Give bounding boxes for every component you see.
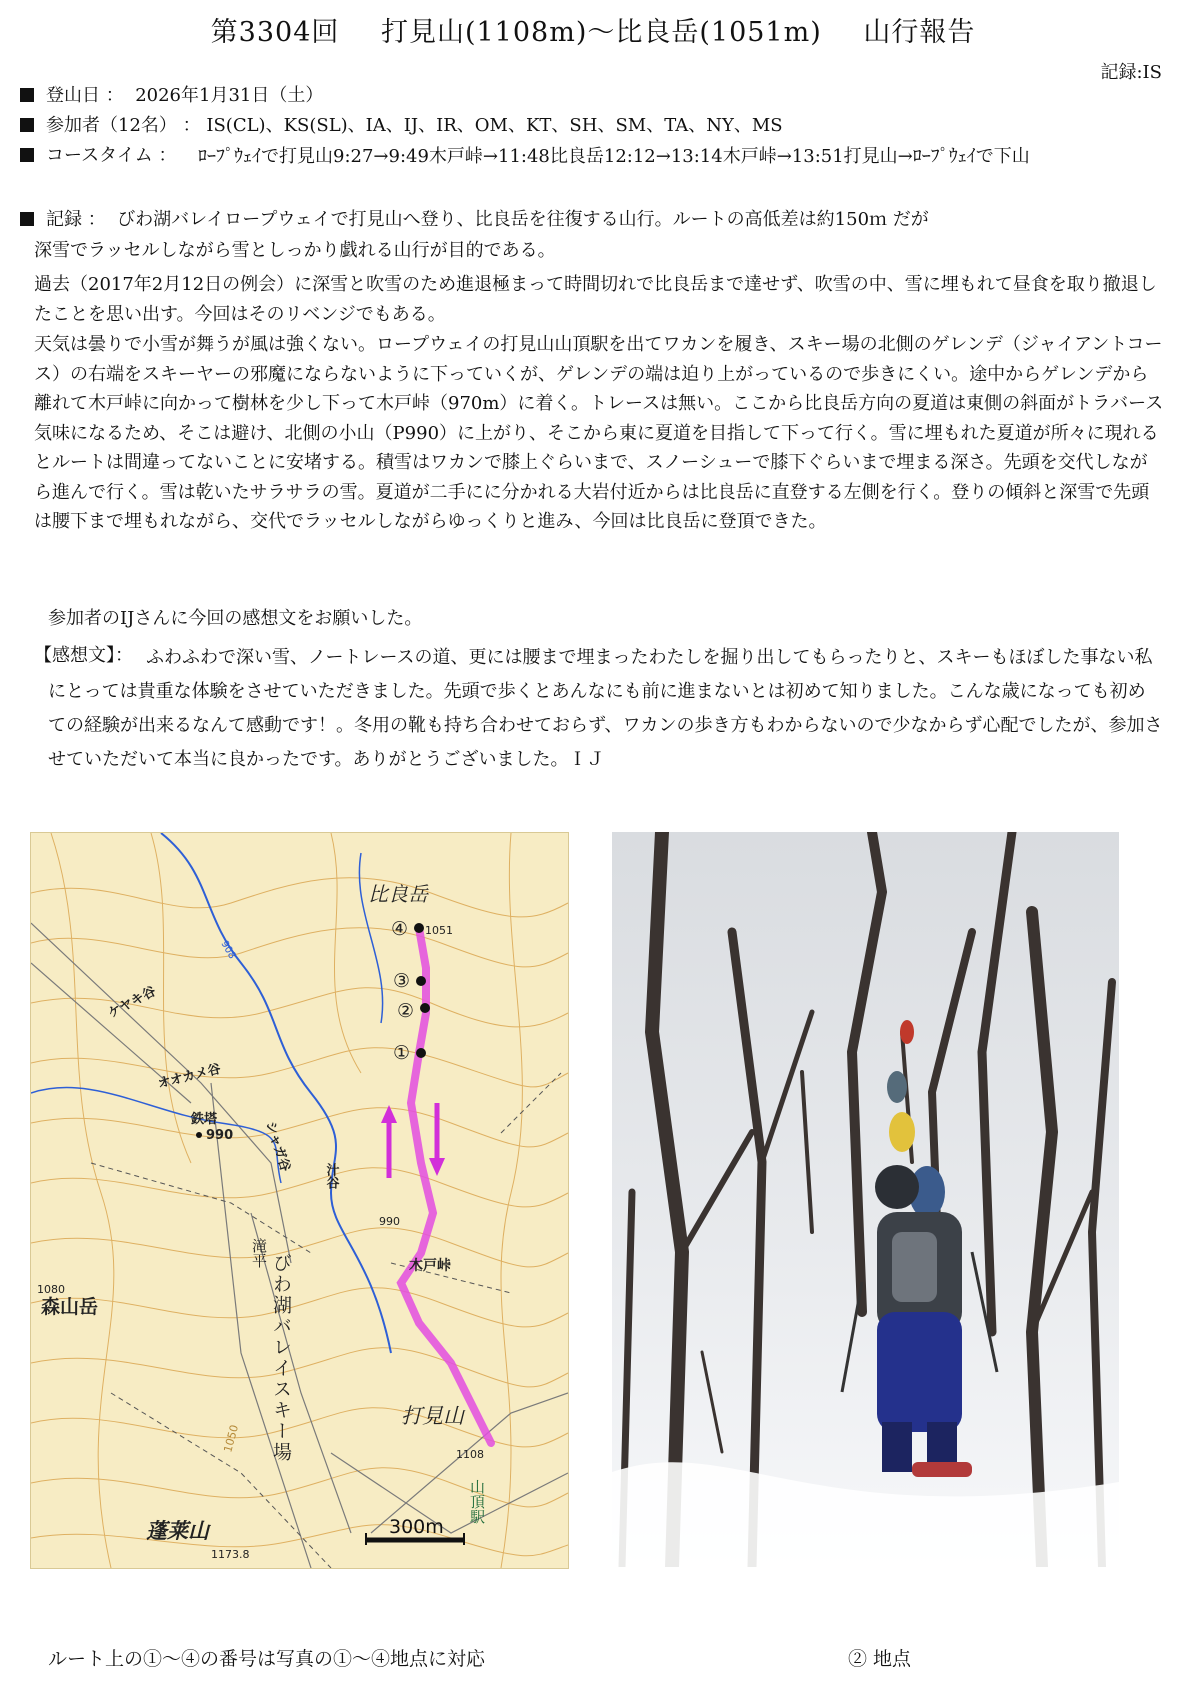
hiker-front-head: [875, 1165, 919, 1209]
far-hiker: [900, 1020, 914, 1044]
route-line: [401, 928, 491, 1443]
report-number: 第3304回: [210, 17, 340, 48]
takihira-label: 滝平: [250, 1238, 268, 1268]
elev-1051-label: 1051: [425, 924, 453, 937]
waypoint-1-dot: [416, 1048, 426, 1058]
report-route: 打見山(1108m)～比良岳(1051m): [380, 17, 822, 48]
hiker-3: [889, 1112, 915, 1152]
waypoint-4-dot: [414, 923, 424, 933]
date-value: 2026年1月31日（土）: [135, 85, 324, 106]
waypoint-1-label: ①: [393, 1042, 411, 1064]
record-paragraph-cont: 深雪でラッセルしながら雪としっかり戯れる山行が目的である。: [34, 240, 556, 261]
ookami-label: オオカメ谷: [156, 1061, 223, 1092]
map-caption: ルート上の①～④の番号は写真の①～④地点に対応: [48, 1648, 486, 1670]
snowshoe: [912, 1462, 972, 1477]
bullet-icon: [20, 88, 34, 102]
waypoint-3-dot: [416, 976, 426, 986]
report-type: 山行報告: [863, 17, 976, 48]
p990-label: 990: [206, 1128, 234, 1143]
shaga-label: シャガ谷: [262, 1119, 293, 1174]
record-row: [20, 206, 929, 234]
record-value: びわ湖バレイロープウェイで打見山へ登り、比良岳を往復する山行。ルートの高低差は約150ｍ だが: [117, 209, 929, 230]
recorder: 記録:IS: [1100, 62, 1162, 83]
horai-label: 蓬莱山: [146, 1519, 209, 1543]
elev-1108-label: 1108: [456, 1448, 484, 1461]
p990b-label: 990: [379, 1215, 400, 1228]
photo-svg: [612, 832, 1119, 1567]
scale-label: 300m: [389, 1516, 444, 1538]
members-row: [20, 112, 783, 140]
bullet-icon: [20, 212, 34, 226]
tower-dot: [196, 1132, 202, 1138]
bullet-icon: [20, 148, 34, 162]
waypoint-2-label: ②: [397, 1000, 415, 1022]
weather-paragraph: 天気は曇りで小雪が舞うが風は強くない。ロープウェイの打見山山頂駅を出てワカンを履き、スキー場の北側のゲレンデ（ジャイアントコース）の右端をスキーヤーの邪魔にならないように下っていくが、ゲレンデの端は迫り上がっているので歩きにくい。途中からゲレンデから離れて木戸峠に向かって樹林を少し下って木戸峠（970m）に着く。トレースは無い。ここから比良岳方向の夏道は東側の斜面がトラバース気味になるため、そこは避け、北側の小山（P990）に上がり、そこから東に夏道を目指して下って行く。雪に埋もれた夏道が所々に現れるとルートは間違ってないことに安堵する。積雪はワカンで膝上ぐらいまで、スノーシューで膝下ぐらいまで埋まる深さ。先頭を交代しながら進んで行く。雪は乾いたサラサラの雪。夏道が二手にに分かれる大岩付近からは比良岳に直登する左側を行く。登りの傾斜と深雪で先頭は腰下まで埋もれながら、交代でラッセルしながらゆっくりと進み、今回は比良岳に登頂できた。: [34, 334, 1164, 532]
page-title: [0, 10, 1186, 49]
ski-label: びわ湖バレイスキー場: [270, 1253, 292, 1463]
members-label: 参加者（12名）: [46, 115, 177, 136]
keyaki-label: ケヤキ谷: [105, 983, 159, 1022]
members-value: ： IS(CL)、KS(SL)、IA、IJ、IR、OM、KT、SH、SM、TA、NY、MS: [182, 115, 783, 136]
course-time: ﾛｰﾌﾟｳｪｲで打見山9:27→9:49木戸峠→11:48比良岳12:12→13:14木戸峠→13:51打見山→ﾛｰﾌﾟｳｪｲで下山: [198, 146, 1030, 167]
waypoint-2-dot: [420, 1003, 430, 1013]
route-map: [30, 832, 569, 1569]
kido-label: 木戸峠: [409, 1258, 451, 1274]
hiker-2: [887, 1071, 907, 1103]
moriyama-label: 森山岳: [41, 1296, 99, 1318]
arrow-down-head-icon: [429, 1158, 445, 1176]
date-label: 登山日 ：: [46, 85, 124, 106]
elev-1080-label: 1080: [37, 1283, 65, 1296]
contour-lines: [31, 833, 568, 1568]
impression-intro: 参加者のIJさんに今回の感想文をお願いした。: [48, 608, 423, 629]
shiru-label: 汁谷: [323, 1163, 339, 1189]
elev-908-label: 908: [218, 939, 238, 962]
scale-bar: [366, 1516, 464, 1545]
station-label: 山頂駅: [468, 1479, 486, 1524]
waypoint-4-label: ④: [391, 918, 409, 940]
course-label: コースタイム ：: [46, 145, 177, 166]
peak-hira-label: 比良岳: [368, 882, 428, 906]
snow-forest-photo: [612, 832, 1119, 1567]
backpack: [892, 1232, 937, 1302]
past-paragraph: 過去（2017年2月12日の例会）に深雪と吹雪のため進退極まって時間切れで比良岳まで達せず、吹雪の中、雪に埋もれて昼食を取り撤退したことを思い出す。今回はそのリベンジでもある。: [34, 274, 1157, 325]
date-row: [20, 82, 323, 110]
photo-caption: ② 地点: [848, 1648, 912, 1670]
hiker-front-pants: [877, 1312, 962, 1432]
elev-1050-label: 1050: [221, 1423, 242, 1454]
impression-heading: 【感想文】：: [34, 645, 133, 666]
record-label: 記録 ：: [46, 209, 106, 230]
uchimi-label: 打見山: [401, 1404, 464, 1428]
elev-1173-label: 1173.8: [211, 1548, 250, 1561]
course-row: [20, 142, 176, 170]
topo-map-svg: [31, 833, 568, 1568]
bullet-icon: [20, 118, 34, 132]
tetto-label: 鉄塔: [191, 1112, 218, 1127]
river-branch: [31, 1087, 281, 1183]
waypoint-3-label: ③: [393, 970, 411, 992]
impression-text: ふわふわで深い雪、ノートレースの道、更には腰まで埋まったわたしを掘り出してもらったりと、スキーもほぼした事ない私にとっては貴重な体験をさせていただきました。先頭で歩くとあんなにも前に進まないとは初めて知りました。こんな歳になっても初めての経験が出来るなんて感動です！。冬用の靴も持ち合わせておらず、ワカンの歩き方もわからないので少なからず心配でしたが、参加させていただいて本当に良かったです。ありがとうございました。ＩＪ: [48, 647, 1163, 770]
